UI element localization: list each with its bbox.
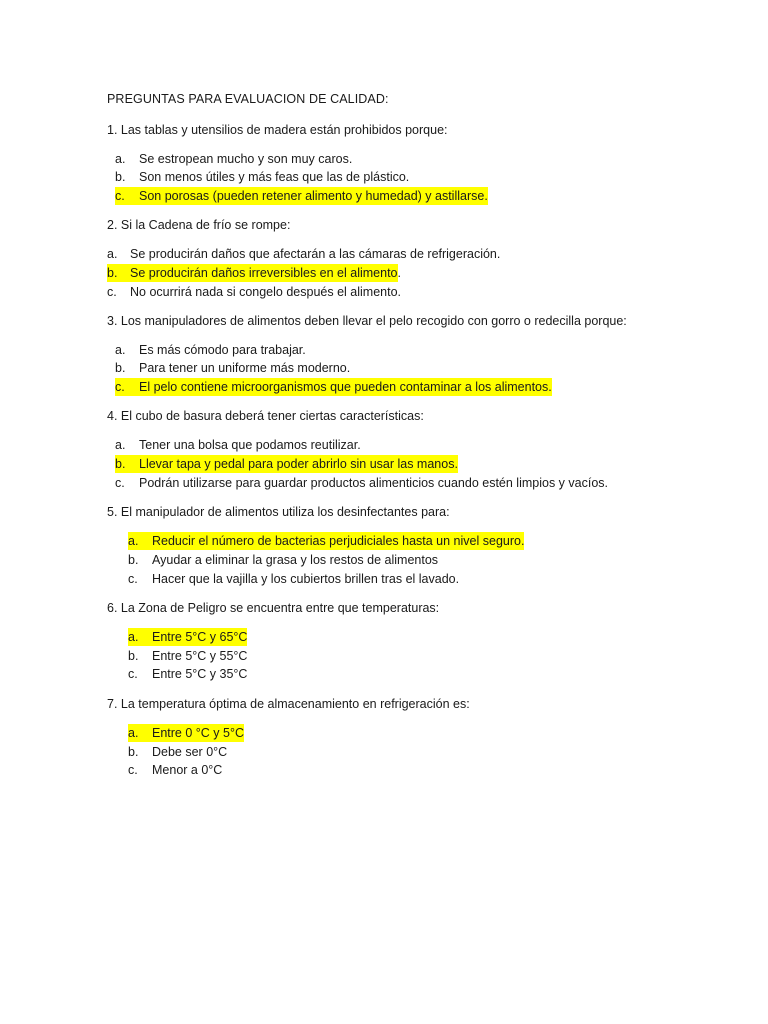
question-2-option-b <box>107 264 401 282</box>
question-7: 7. La temperatura óptima de almacenamiento en refrigeración es: <box>107 697 470 711</box>
question-6-option-c <box>128 665 247 683</box>
option-suffix: . <box>397 266 401 280</box>
option-text: Debe ser 0°C <box>152 745 228 759</box>
option-letter: b. <box>115 170 126 184</box>
question-3-option-a <box>115 341 306 359</box>
question-2-option-c <box>107 283 401 301</box>
question-1: 1. Las tablas y utensilios de madera están prohibidos porque: <box>107 123 448 137</box>
option-letter: b. <box>128 649 139 663</box>
question-4-option-c <box>115 474 608 492</box>
option-letter: a. <box>128 726 139 740</box>
option-text: Se producirán daños irreversibles en el alimento <box>130 266 398 280</box>
option-letter: a. <box>115 152 126 166</box>
option-letter: c. <box>115 476 125 490</box>
option-text: Hacer que la vajilla y los cubiertos brillen tras el lavado. <box>152 572 460 586</box>
option-letter: c. <box>115 380 125 394</box>
option-text: Son porosas (pueden retener alimento y humedad) y astillarse. <box>139 189 488 203</box>
option-letter: c. <box>128 763 138 777</box>
question-1-option-b <box>115 168 409 186</box>
option-letter: a. <box>115 343 126 357</box>
option-letter: c. <box>107 285 117 299</box>
question-6: 6. La Zona de Peligro se encuentra entre que temperaturas: <box>107 601 440 615</box>
option-text: Ayudar a eliminar la grasa y los restos de alimentos <box>152 553 439 567</box>
option-letter: c. <box>128 667 138 681</box>
option-letter: b. <box>107 264 130 282</box>
question-1-option-c <box>115 187 488 205</box>
option-text: Para tener un uniforme más moderno. <box>139 361 351 375</box>
option-letter: a. <box>107 247 118 261</box>
question-3-option-b <box>115 359 350 377</box>
option-text: Entre 5°C y 55°C <box>152 649 248 663</box>
option-text: Entre 5°C y 65°C <box>152 630 248 644</box>
option-letter: a. <box>128 630 139 644</box>
question-3: 3. Los manipuladores de alimentos deben llevar el pelo recogido con gorro o redecilla porque: <box>107 314 627 328</box>
question-5-option-b <box>128 551 438 569</box>
question-2-option-a <box>107 245 500 263</box>
question-5: 5. El manipulador de alimentos utiliza los desinfectantes para: <box>107 505 450 519</box>
option-letter: b. <box>128 745 139 759</box>
option-text: Podrán utilizarse para guardar productos alimenticios cuando estén limpios y vacíos. <box>139 476 608 490</box>
question-4-option-a <box>115 436 361 454</box>
option-text: Menor a 0°C <box>152 763 223 777</box>
question-7-option-a <box>128 724 244 742</box>
option-text: Tener una bolsa que podamos reutilizar. <box>139 438 361 452</box>
option-text: Entre 0 °C y 5°C <box>152 726 244 740</box>
question-6-option-b <box>128 647 247 665</box>
option-text: Reducir el número de bacterias perjudiciales hasta un nivel seguro. <box>152 534 525 548</box>
option-text: El pelo contiene microorganismos que pueden contaminar a los alimentos. <box>139 380 552 394</box>
option-letter: b. <box>115 361 126 375</box>
option-text: Son menos útiles y más feas que las de plástico. <box>139 170 410 184</box>
question-4: 4. El cubo de basura deberá tener ciertas características: <box>107 409 424 423</box>
option-text: Se producirán daños que afectarán a las cámaras de refrigeración. <box>130 247 501 261</box>
question-1-option-a <box>115 150 352 168</box>
question-5-option-c <box>128 570 459 588</box>
question-5-option-a <box>128 532 524 550</box>
question-7-option-c <box>128 761 222 779</box>
question-6-option-a <box>128 628 247 646</box>
question-4-option-b <box>115 455 458 473</box>
option-text: Entre 5°C y 35°C <box>152 667 248 681</box>
option-letter: c. <box>115 189 125 203</box>
option-letter: b. <box>115 457 126 471</box>
option-letter: a. <box>128 534 139 548</box>
option-letter: b. <box>128 553 139 567</box>
option-text: Se estropean mucho y son muy caros. <box>139 152 353 166</box>
option-text: No ocurrirá nada si congelo después el alimento. <box>130 285 401 299</box>
question-7-option-b <box>128 743 227 761</box>
question-3-option-c <box>115 378 552 396</box>
question-2: 2. Si la Cadena de frío se rompe: <box>107 218 291 232</box>
option-letter: a. <box>115 438 126 452</box>
document-title: PREGUNTAS PARA EVALUACION DE CALIDAD: <box>107 92 389 106</box>
option-text: Llevar tapa y pedal para poder abrirlo sin usar las manos. <box>139 457 458 471</box>
option-text: Es más cómodo para trabajar. <box>139 343 306 357</box>
option-letter: c. <box>128 572 138 586</box>
